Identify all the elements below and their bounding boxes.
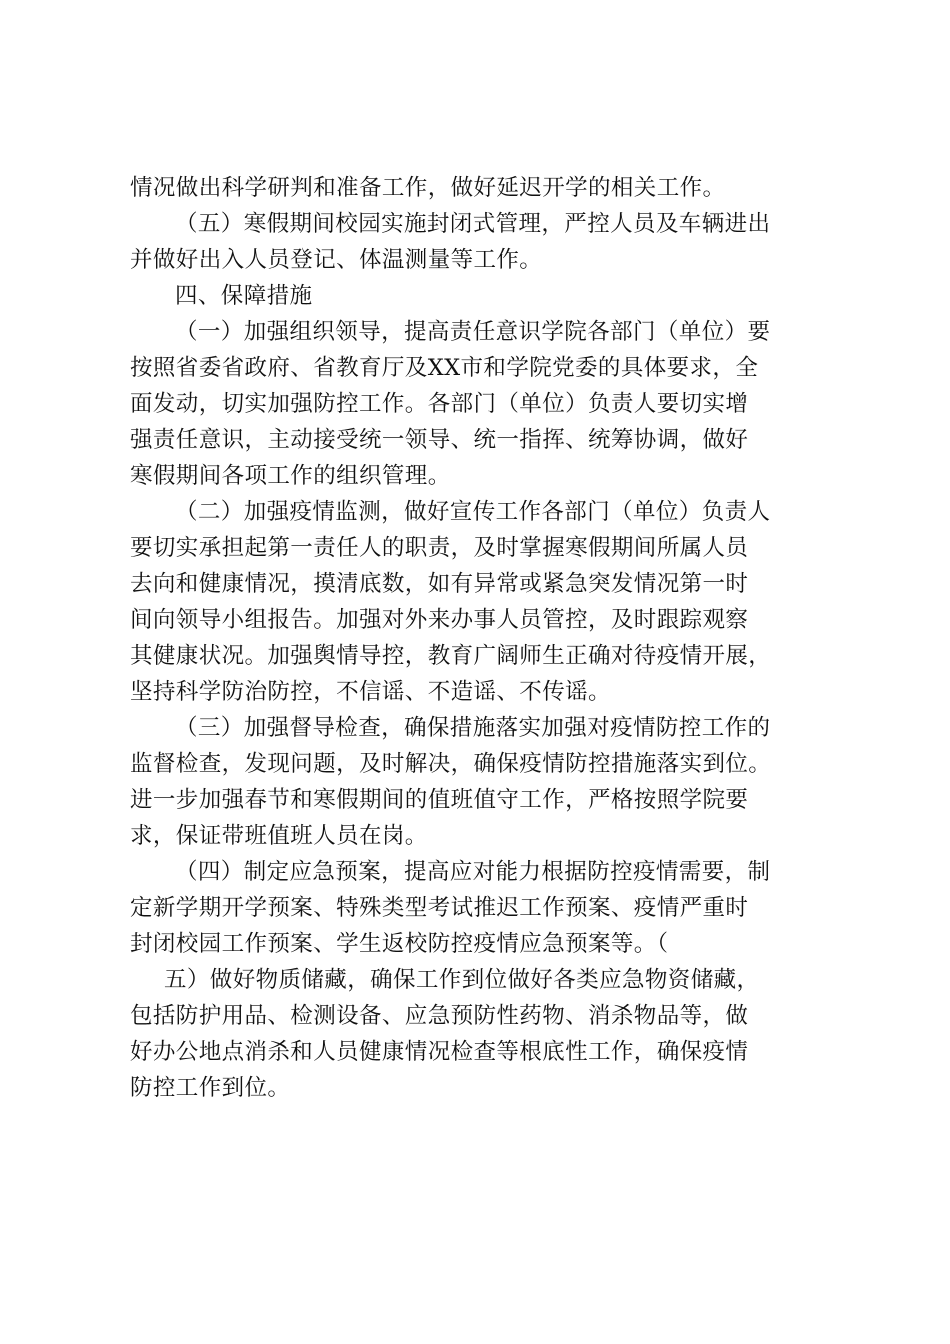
text-line: 好办公地点消杀和人员健康情况检查等根底性工作，确保疫情 bbox=[130, 1039, 749, 1065]
text-line: （二）加强疫情监测，做好宣传工作各部门（单位）负责人 bbox=[175, 499, 771, 525]
text-line: 寒假期间各项工作的组织管理。 bbox=[130, 463, 451, 489]
text-line: 进一步加强春节和寒假期间的值班值守工作，严格按照学院要 bbox=[130, 787, 749, 813]
section-heading: 四、保障措施 bbox=[175, 283, 313, 309]
text-line: 面发动，切实加强防控工作。各部门（单位）负责人要切实增 bbox=[130, 391, 749, 417]
text-line: 防控工作到位。 bbox=[130, 1075, 291, 1101]
text-line: 去向和健康情况，摸清底数，如有异常或紧急突发情况第一时 bbox=[130, 571, 749, 597]
text-line: 情况做出科学研判和准备工作，做好延迟开学的相关工作。 bbox=[130, 175, 726, 201]
text-line: 封闭校园工作预案、学生返校防控疫情应急预案等。（ bbox=[130, 931, 669, 957]
text-line: （五）寒假期间校园实施封闭式管理，严控人员及车辆进出 bbox=[175, 211, 771, 237]
text-line: 强责任意识，主动接受统一领导、统一指挥、统筹协调，做好 bbox=[130, 427, 749, 453]
text-line: 求，保证带班值班人员在岗。 bbox=[130, 823, 428, 849]
text-line: 五）做好物质储藏，确保工作到位做好各类应急物资储藏， bbox=[164, 967, 760, 993]
text-line: （三）加强督导检查，确保措施落实加强对疫情防控工作的 bbox=[175, 715, 771, 741]
text-line: 包括防护用品、检测设备、应急预防性药物、消杀物品等，做 bbox=[130, 1003, 749, 1029]
text-line: 监督检查，发现问题，及时解决，确保疫情防控措施落实到位。 bbox=[130, 751, 772, 777]
text-line: （四）制定应急预案，提高应对能力根据防控疫情需要，制 bbox=[175, 859, 771, 885]
text-line: 并做好出入人员登记、体温测量等工作。 bbox=[130, 247, 543, 273]
document-body bbox=[130, 170, 850, 1106]
text-line: 定新学期开学预案、特殊类型考试推迟工作预案、疫情严重时 bbox=[130, 895, 749, 921]
text-line: 坚持科学防治防控，不信谣、不造谣、不传谣。 bbox=[130, 679, 611, 705]
text-line: 要切实承担起第一责任人的职责，及时掌握寒假期间所属人员 bbox=[130, 535, 749, 561]
text-line: （一）加强组织领导，提高责任意识学院各部门（单位）要 bbox=[175, 319, 771, 345]
text-line: 间向领导小组报告。加强对外来办事人员管控，及时跟踪观察 bbox=[130, 607, 749, 633]
text-line: 其健康状况。加强舆情导控，教育广阔师生正确对待疫情开展， bbox=[130, 643, 772, 669]
text-line: 按照省委省政府、省教育厅及XX市和学院党委的具体要求，全 bbox=[130, 355, 759, 381]
